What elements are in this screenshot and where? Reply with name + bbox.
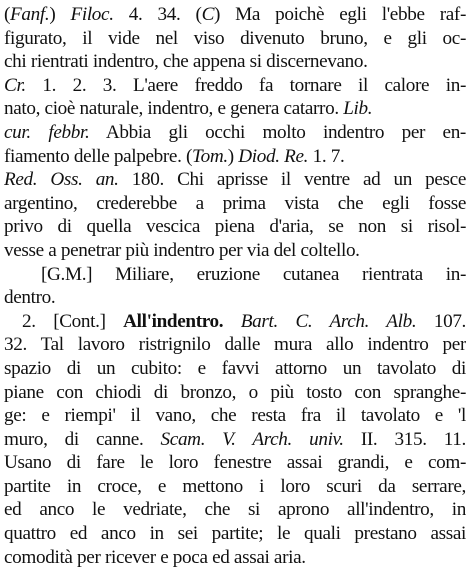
body-text: partite in croce, e mettono i loro scuri da serrare,	[4, 475, 466, 497]
text-line	[4, 145, 466, 169]
citation-text: Scam. V. Arch. univ.	[160, 428, 344, 450]
body-text: dentro.	[4, 287, 56, 309]
body-text: ge: e riempi' il vano, che resta fra il tavolato e 'l	[4, 405, 466, 427]
body-text: Abbia gli occhi molto indentro per en-	[89, 121, 466, 143]
text-line	[4, 498, 466, 522]
body-text: [G.M.] Miliare, eruzione cutanea rientrata in-	[41, 263, 466, 285]
text-line	[4, 428, 466, 452]
body-text: 180. Chi aprisse il ventre ad un pesce	[118, 169, 466, 191]
body-text: quattro ed anco in sei partite; le quali prestano assai	[4, 523, 466, 545]
citation-text: Fanf.	[10, 4, 50, 25]
text-line	[4, 475, 466, 499]
body-text: 4. 34. (	[113, 4, 202, 25]
text-line	[4, 121, 466, 145]
text-line	[4, 3, 466, 27]
text-line	[4, 192, 466, 216]
body-text: muro, di canne.	[4, 428, 161, 450]
citation-text: C	[201, 4, 215, 25]
text-line	[4, 50, 466, 74]
body-text: 1. 2. 3. L'aere freddo fa tornare il calore in-	[25, 74, 466, 96]
dictionary-entry-text	[4, 3, 466, 569]
body-text: ed anco le vedriate, che si aprono all'indentro, in	[4, 499, 466, 521]
body-text: argentino, crederebbe a prima vista che egli fosse	[4, 192, 466, 214]
citation-text: Lib.	[343, 98, 373, 120]
text-line	[4, 333, 466, 357]
body-text: 1. 7.	[308, 145, 345, 167]
text-line	[4, 168, 466, 192]
citation-text: Tom.	[192, 145, 228, 167]
citation-text: Cr.	[4, 74, 26, 96]
body-text: Usano di fare le loro fenestre assai grandi, e com-	[4, 452, 466, 474]
body-text: comodità per ricever e poca ed assai aria.	[4, 546, 306, 568]
text-line	[4, 239, 466, 263]
text-line	[4, 310, 466, 334]
body-text: 107.	[416, 310, 466, 332]
text-line	[4, 286, 466, 310]
citation-text: Filoc.	[70, 4, 114, 25]
text-line	[4, 97, 466, 121]
headword-text: All'indentro.	[123, 310, 224, 332]
citation-text: cur. febbr.	[4, 121, 90, 143]
body-text: privo di quella vescica piena d'aria, se non si risol-	[4, 216, 466, 238]
text-line	[4, 546, 466, 569]
text-line	[4, 357, 466, 381]
body-text: 2. [Cont.]	[22, 310, 124, 332]
text-line	[4, 27, 466, 51]
text-line	[4, 263, 466, 287]
body-text: )	[49, 4, 71, 25]
citation-text: Diod. Re.	[238, 145, 309, 167]
body-text: )	[227, 145, 239, 167]
text-line	[4, 74, 466, 98]
body-text: nato, cioè naturale, indentro, e genera catarro.	[4, 98, 344, 120]
body-text: II. 315. 11.	[343, 428, 466, 450]
text-line	[4, 215, 466, 239]
body-text: figurato, il vide nel viso divenuto bruno, e gli oc-	[4, 27, 466, 49]
body-text: chi rientrati indentro, che appena si discernevano.	[4, 51, 368, 73]
body-text: ) Ma poichè egli l'ebbe raf-	[214, 4, 466, 25]
body-text: 32. Tal lavoro ristrignilo dalle mura allo indentro per	[4, 334, 466, 356]
text-line	[4, 404, 466, 428]
body-text: piane con chiodi di bronzo, o più tosto con spranghe-	[4, 381, 466, 403]
body-text	[223, 311, 241, 332]
body-text: vesse a penetrar più indentro per via del coltello.	[4, 239, 360, 261]
text-line	[4, 381, 466, 405]
body-text: spazio di un cubito: e favvi attorno un tavolato di	[4, 357, 466, 379]
citation-text: Red. Oss. an.	[4, 169, 119, 191]
text-line	[4, 451, 466, 475]
citation-text: Bart. C. Arch. Alb.	[240, 310, 417, 332]
body-text: fiamento delle palpebre. (	[4, 145, 193, 167]
body-text: (	[4, 4, 11, 25]
text-line	[4, 522, 466, 546]
